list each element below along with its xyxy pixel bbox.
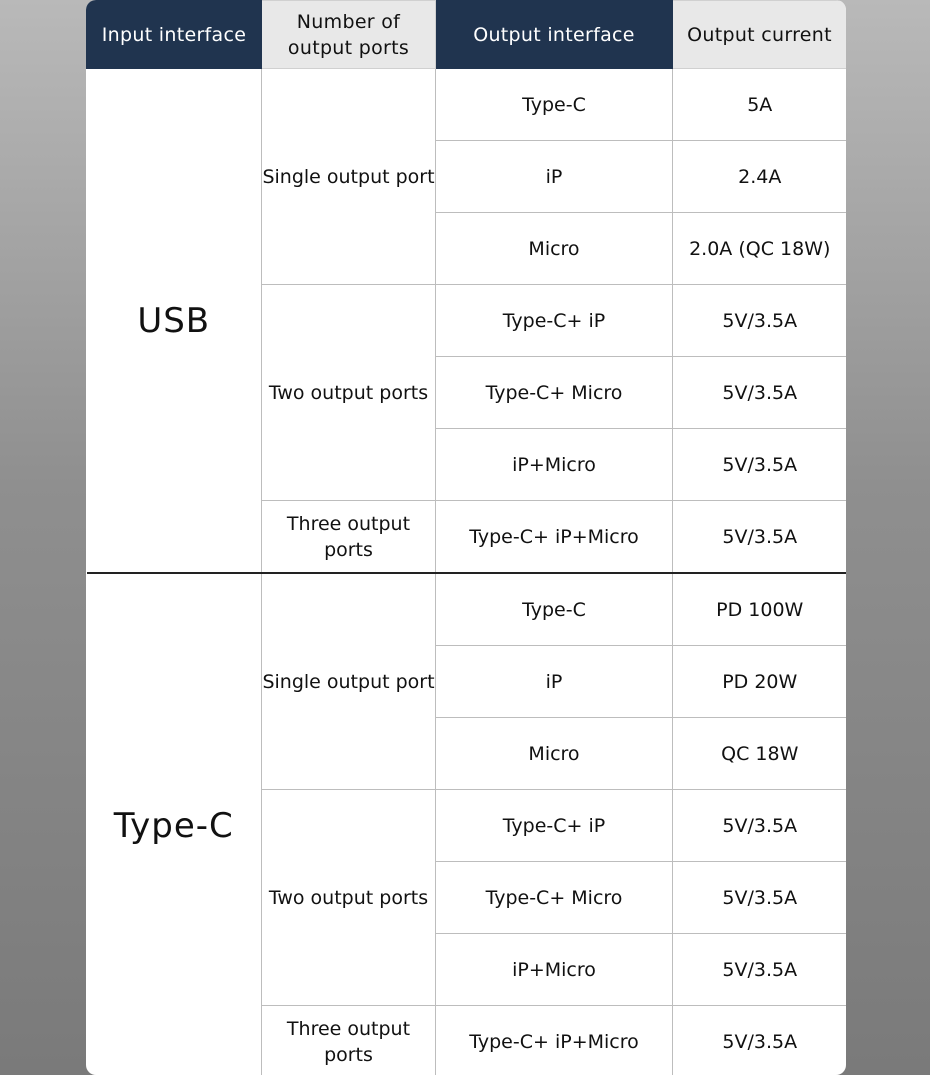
output-interface-cell: Micro — [436, 718, 673, 790]
output-spec-table — [86, 0, 846, 1075]
ports-single: Single output port — [262, 69, 436, 285]
output-interface-cell: Type-C+ iP — [436, 790, 673, 862]
header-output-interface: Output interface — [436, 1, 673, 69]
output-interface-cell: iP+Micro — [436, 934, 673, 1006]
output-current-cell: 5V/3.5A — [673, 501, 847, 574]
output-interface-cell: iP+Micro — [436, 429, 673, 501]
output-current-cell: 5V/3.5A — [673, 790, 847, 862]
table-row — [87, 69, 847, 141]
output-interface-cell: Type-C+ Micro — [436, 862, 673, 934]
output-current-cell: PD 20W — [673, 646, 847, 718]
header-output-current: Output current — [673, 1, 847, 69]
header-row — [87, 1, 847, 69]
ports-two: Two output ports — [262, 285, 436, 501]
output-interface-cell: Type-C+ iP+Micro — [436, 1006, 673, 1075]
ports-three: Three output ports — [262, 1006, 436, 1075]
ports-three: Three output ports — [262, 501, 436, 574]
output-interface-cell: Type-C+ iP — [436, 285, 673, 357]
header-number-of-ports: Number of output ports — [262, 1, 436, 69]
output-interface-cell: iP — [436, 141, 673, 213]
output-current-cell: 2.0A (QC 18W) — [673, 213, 847, 285]
spec-card — [86, 0, 846, 1075]
output-current-cell: 5V/3.5A — [673, 357, 847, 429]
output-current-cell: 5V/3.5A — [673, 862, 847, 934]
output-interface-cell: iP — [436, 646, 673, 718]
output-current-cell: 5A — [673, 69, 847, 141]
output-interface-cell: Type-C+ Micro — [436, 357, 673, 429]
output-current-cell: QC 18W — [673, 718, 847, 790]
output-interface-cell: Micro — [436, 213, 673, 285]
output-current-cell: PD 100W — [673, 573, 847, 646]
output-interface-cell: Type-C — [436, 573, 673, 646]
output-current-cell: 2.4A — [673, 141, 847, 213]
table-row — [87, 573, 847, 646]
input-type-c: Type-C — [87, 573, 262, 1075]
header-input-interface: Input interface — [87, 1, 262, 69]
output-current-cell: 5V/3.5A — [673, 429, 847, 501]
output-current-cell: 5V/3.5A — [673, 285, 847, 357]
ports-single: Single output port — [262, 573, 436, 790]
output-current-cell: 5V/3.5A — [673, 934, 847, 1006]
output-interface-cell: Type-C — [436, 69, 673, 141]
output-current-cell: 5V/3.5A — [673, 1006, 847, 1075]
ports-two: Two output ports — [262, 790, 436, 1006]
output-interface-cell: Type-C+ iP+Micro — [436, 501, 673, 574]
input-usb: USB — [87, 69, 262, 574]
